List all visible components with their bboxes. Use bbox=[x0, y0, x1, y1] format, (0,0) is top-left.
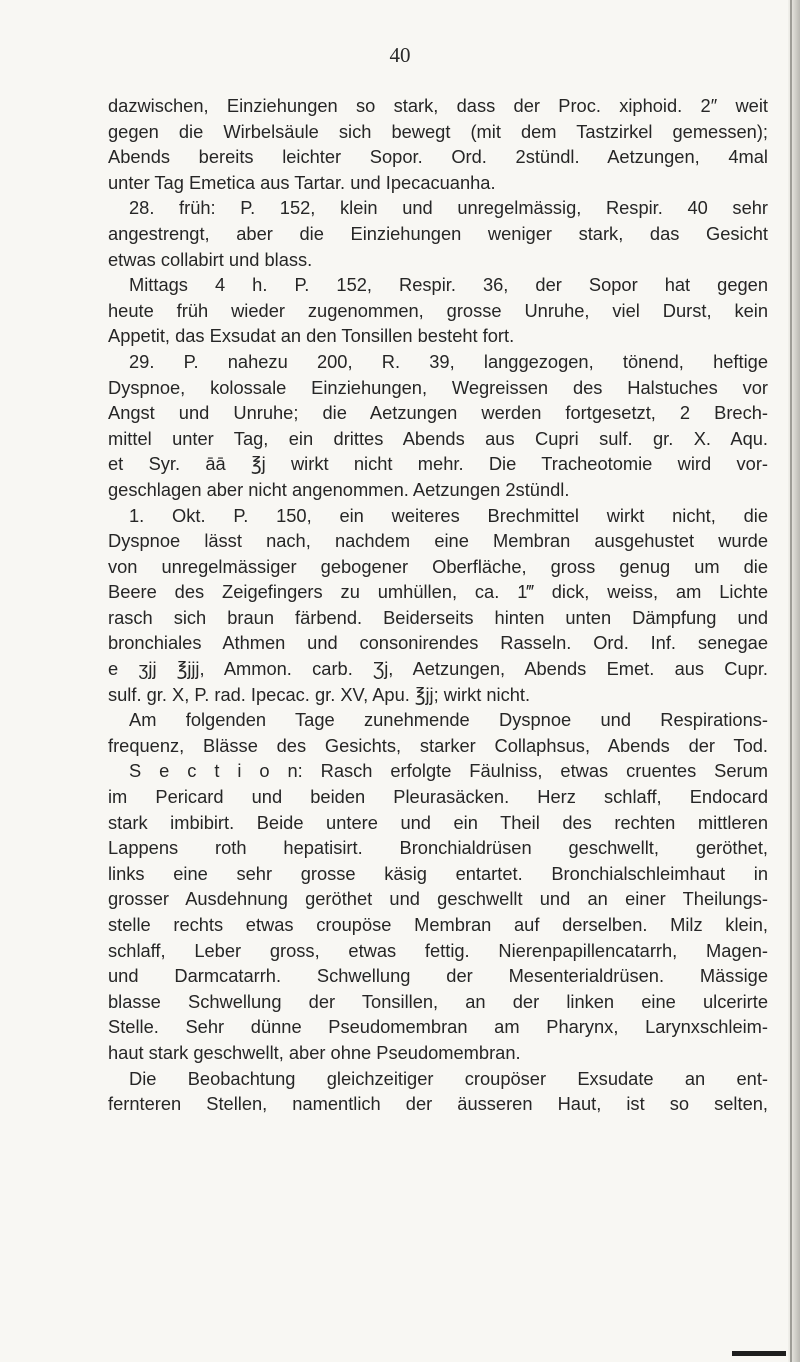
text-line: bronchiales Athmen und consonirendes Rasseln. Ord. Inf. senegae bbox=[108, 632, 768, 654]
text-line: Dyspnoe lässt nach, nachdem eine Membran ausgehustet wurde bbox=[108, 530, 768, 552]
text-line: mittel unter Tag, ein drittes Abends aus Cupri sulf. gr. X. Aqu. bbox=[108, 427, 768, 449]
text-line: dazwischen, Einziehungen so stark, dass der Proc. xiphoid. 2″ weit bbox=[108, 95, 768, 116]
text-line: Beere des Zeigefingers zu umhüllen, ca. 1‴ dick, weiss, am Lichte bbox=[108, 581, 768, 603]
text-line: Appetit, das Exsudat an den Tonsillen besteht fort. bbox=[108, 325, 515, 347]
text-line: stelle rechts etwas croupöse Membran auf derselben. Milz klein, bbox=[108, 914, 768, 935]
text-line: Abends bereits leichter Sopor. Ord. 2stündl. Aetzungen, 4mal bbox=[108, 146, 768, 168]
text-line: stark imbibirt. Beide untere und ein Theil des rechten mittleren bbox=[108, 811, 768, 833]
text-line: Die Beobachtung gleichzeitiger croupöser Exsudate an ent- bbox=[129, 1067, 768, 1089]
page-edge-line bbox=[790, 0, 792, 1362]
text-line: fernteren Stellen, namentlich der äusseren Haut, ist so selten, bbox=[108, 1093, 768, 1115]
text-line: heute früh wieder zugenommen, grosse Unruhe, viel Durst, kein bbox=[108, 299, 768, 321]
text-line: 28. früh: P. 152, klein und unregelmässig, Respir. 40 sehr bbox=[129, 197, 768, 219]
text-line: Am folgenden Tage zunehmende Dyspnoe und Respirations- bbox=[129, 709, 768, 731]
text-line: Mittags 4 h. P. 152, Respir. 36, der Sopor hat gegen bbox=[129, 274, 768, 296]
text-line: 1. Okt. P. 150, ein weiteres Brechmittel wirkt nicht, die bbox=[129, 504, 768, 526]
text-line: unter Tag Emetica aus Tartar. und Ipecacuanha. bbox=[108, 171, 496, 193]
text-line: frequenz, Blässe des Gesichts, starker Collaphsus, Abends der Tod. bbox=[108, 734, 768, 756]
text-line: S e c t i o n: Rasch erfolgte Fäulniss, etwas cruentes Serum bbox=[129, 760, 768, 782]
text-line: Lappens roth hepatisirt. Bronchialdrüsen geschwellt, geröthet, bbox=[108, 837, 768, 859]
text-line: et Syr. āā ℥j wirkt nicht mehr. Die Tracheotomie wird vor- bbox=[108, 453, 768, 475]
text-line: Dyspnoe, kolossale Einziehungen, Wegreissen des Halstuches vor bbox=[108, 376, 768, 398]
text-line: grosser Ausdehnung geröthet und geschwellt und an einer Theilungs- bbox=[108, 888, 768, 910]
text-line: 29. P. nahezu 200, R. 39, langgezogen, tönend, heftige bbox=[129, 350, 768, 372]
text-line: angestrengt, aber die Einziehungen weniger stark, das Gesicht bbox=[108, 222, 768, 244]
text-line: Angst und Unruhe; die Aetzungen werden fortgesetzt, 2 Brech- bbox=[108, 402, 768, 424]
text-line: etwas collabirt und blass. bbox=[108, 248, 313, 270]
text-line: und Darmcatarrh. Schwellung der Mesenterialdrüsen. Mässige bbox=[108, 965, 768, 987]
text-line: schlaff, Leber gross, etwas fettig. Nierenpapillencatarrh, Magen- bbox=[108, 939, 768, 961]
scan-corner-mark bbox=[732, 1351, 786, 1356]
text-line: gegen die Wirbelsäule sich bewegt (mit dem Tastzirkel gemessen); bbox=[108, 120, 768, 142]
page-number: 40 bbox=[389, 43, 411, 67]
text-line: Stelle. Sehr dünne Pseudomembran am Pharynx, Larynxschleim- bbox=[108, 1016, 768, 1038]
text-line: rasch sich braun färbend. Beiderseits hinten unten Dämpfung und bbox=[108, 606, 768, 628]
text-line: e ʒjj ℥jjj, Ammon. carb. Ʒj, Aetzungen, Abends Emet. aus Cupr. bbox=[108, 658, 768, 680]
text-line: links eine sehr grosse käsig entartet. Bronchialschleimhaut in bbox=[108, 862, 768, 884]
text-line: geschlagen aber nicht angenommen. Aetzungen 2stündl. bbox=[108, 478, 570, 500]
text-line: im Pericard und beiden Pleurasäcken. Herz schlaff, Endocard bbox=[108, 786, 768, 808]
body-text bbox=[108, 93, 768, 1117]
text-line: haut stark geschwellt, aber ohne Pseudomembran. bbox=[108, 1041, 521, 1063]
text-line: sulf. gr. X, P. rad. Ipecac. gr. XV, Apu. ℥jj; wirkt nicht. bbox=[108, 683, 531, 705]
text-line: blasse Schwellung der Tonsillen, an der linken eine ulcerirte bbox=[108, 990, 768, 1012]
text-line: von unregelmässiger gebogener Oberfläche, gross genug um die bbox=[108, 555, 768, 577]
